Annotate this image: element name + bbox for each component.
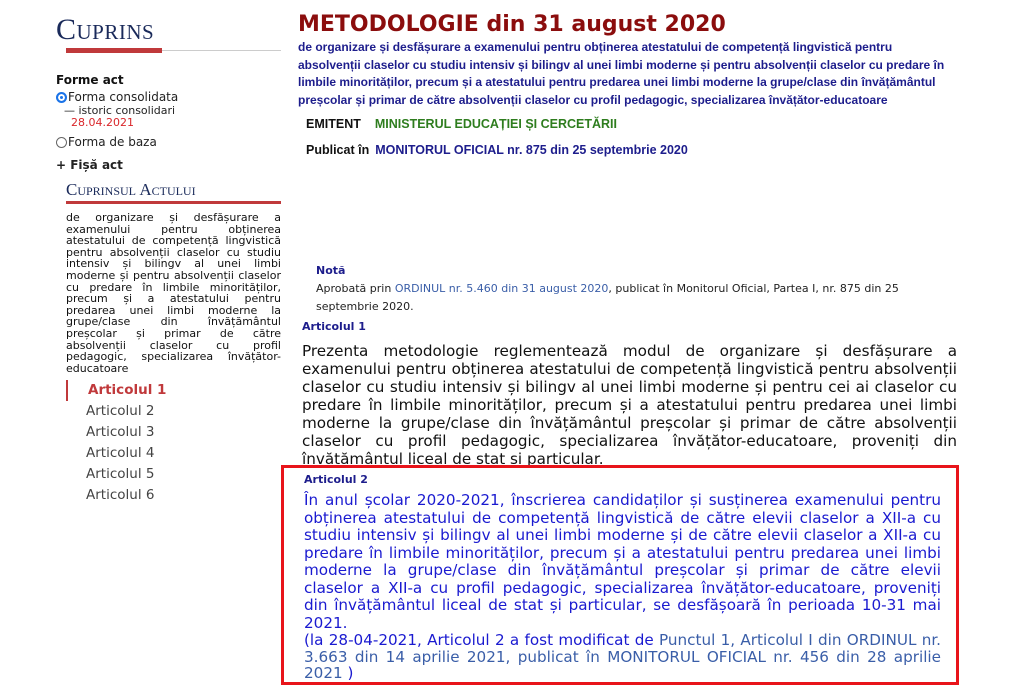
istoric-consolidari[interactable] (64, 105, 281, 129)
article-link-4[interactable]: Articolul 4 (86, 445, 155, 462)
main-content (298, 12, 958, 468)
emitent-label: EMITENT (306, 117, 361, 131)
emitent-row (306, 117, 958, 131)
cuprinsul-heading: Cuprinsul Actului (66, 180, 196, 199)
forme-act-label: Forme act (56, 73, 124, 87)
radio-label: Forma de baza (68, 135, 157, 149)
fisa-act-toggle[interactable]: + Fișă act (56, 158, 123, 172)
article-link-5[interactable]: Articolul 5 (86, 466, 155, 483)
modification-note (304, 632, 941, 682)
sidebar-title: Cuprins (56, 13, 155, 46)
article-2-heading: Articolul 2 (304, 473, 368, 486)
emitent-value: MINISTERUL EDUCAȚIEI ȘI CERCETĂRII (374, 117, 618, 131)
ordinul-link[interactable]: ORDINUL nr. 5.460 din 31 august 2020 (394, 282, 609, 295)
sidebar (56, 14, 281, 506)
publicat-label: Publicat în (306, 143, 370, 157)
radio-label: Forma consolidata (68, 90, 179, 104)
publicat-value: MONITORUL OFICIAL nr. 875 din 25 septembrie 2020 (375, 143, 688, 157)
istoric-label[interactable]: — istoric consolidari (64, 104, 176, 117)
publicat-row (306, 143, 958, 157)
nota-section (316, 262, 956, 316)
heading-divider (66, 201, 281, 204)
mod-prefix: (la 28-04-2021, Articolul 2 a fost modificat de (304, 631, 660, 649)
act-summary-link[interactable]: de organizare și desfășurare a examenului pentru obținerea atestatului de competență lingvistică pentru absolvenții claselor cu studiu intensiv și bilingv al unei limbi moderne și pentru absolvenții claselor cu predare în limbile minorităților, precum și a atestatului pentru predarea unei limbi moderne la grupe/clase din învățământul preșcolar și primar de către absolvenții claselor cu profil pedagogic, specializarea învățător-educatoare (66, 211, 281, 375)
radio-unchecked-icon[interactable] (56, 137, 67, 148)
article-list (66, 380, 281, 506)
page-title: METODOLOGIE din 31 august 2020 (298, 12, 726, 37)
modifying-act-link[interactable]: Punctul 1, Articolul I din ORDINUL nr. 3.663 din 14 aprilie 2021, publicat în MONITORUL OFICIAL nr. 456 din 28 aprilie 2021 (304, 631, 942, 682)
article-link-6[interactable]: Articolul 6 (86, 487, 155, 504)
radio-checked-icon[interactable] (56, 92, 67, 103)
radio-forma-consolidata[interactable] (56, 90, 281, 104)
article-link-1[interactable]: Articolul 1 (66, 380, 281, 401)
nota-heading: Notă (316, 264, 346, 277)
article-1-text: Prezenta metodologie reglementează modul de organizare și desfășurare a examenului pentru obținerea atestatului de competență lingvistică pentru absolvenții claselor cu studiu intensiv și bilingv al unei limbi moderne și pentru cei ai claselor cu predare în limbile minorităților, precum și a atestatului pentru predarea unei limbi moderne la grupe/clase din învățământul preșcolar și primar de către absolvenții claselor cu profil pedagogic, specializarea învățător-educatoare, proveniți din învățământul liceal de stat și particular. (302, 342, 957, 468)
article-link-3[interactable]: Articolul 3 (86, 424, 155, 441)
nota-text: , publicat în Monitorul Oficial, Partea I, nr. 875 din 25 septembrie 2020. (316, 282, 899, 313)
nota-text: Aprobată prin (316, 282, 395, 295)
page-subtitle: de organizare și desfășurare a examenului pentru obținerea atestatului de competență lingvistică pentru absolvenții claselor cu studiu intensiv și bilingv al unei limbi moderne și pentru absolvenții claselor cu predare în limbile minorităților, precum și a atestatului pentru predarea unei limbi moderne la grupe/clase din învățământul preșcolar și primar de către absolvenții claselor cu profil pedagogic, specializarea învățător-educatoare (298, 40, 945, 107)
mod-suffix: ) (342, 664, 354, 682)
article-2-highlight (281, 465, 959, 685)
title-divider (56, 48, 281, 51)
article-link-2[interactable]: Articolul 2 (86, 403, 155, 420)
istoric-date-link[interactable]: 28.04.2021 (71, 116, 134, 129)
radio-forma-baza[interactable] (56, 135, 281, 149)
article-2-text: În anul școlar 2020-2021, înscrierea candidaților și susținerea examenului pentru obținerea atestatului de competență lingvistică de către elevii claselor a XII-a cu studiu intensiv și bilingv al unei limbi moderne și de către elevii claselor a XII-a cu predare în limbile minorităților, precum și a atestatului pentru predarea unei limbi moderne la grupe/clase din învățământul preșcolar și primar de către elevii claselor a XII-a cu profil pedagogic, specializarea învățător-educatoare, proveniți din învățământul liceal de stat și particular, se desfășoară în perioada 10-31 mai 2021. (304, 491, 941, 632)
article-1-heading: Articolul 1 (302, 320, 366, 333)
